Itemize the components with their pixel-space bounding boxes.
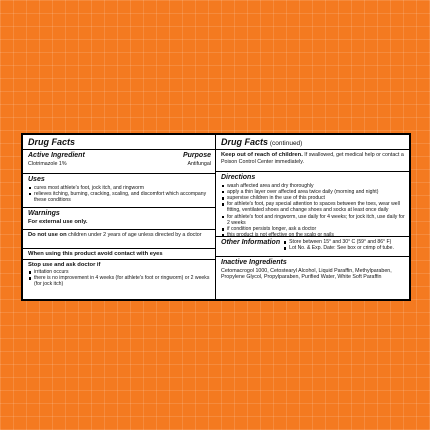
external-use-warning: For external use only. — [28, 218, 88, 225]
list-item: irritation occurs — [28, 269, 211, 275]
stop-use-list — [28, 269, 211, 288]
list-item: relieves itching, burning, cracking, scaling, and discomfort which accompany these conditions — [28, 191, 211, 203]
keep-out-text: If swallowed, get medical help or contact a Poison Control Center immediately. — [221, 152, 404, 165]
drug-facts-left-column — [23, 135, 216, 299]
list-item: there is no improvement in 4 weeks (for athlete's foot or ringworm) or 2 weeks (for jock itch) — [28, 275, 211, 287]
stop-use-heading: Stop use and ask doctor if — [28, 262, 101, 268]
other-information-list — [283, 239, 405, 254]
list-item: Lot No. & Exp. Date: See box or crimp of tube. — [283, 245, 405, 251]
do-not-use-text: children under 2 years of age unless directed by a doctor — [66, 232, 202, 238]
list-item: apply a thin layer over affected area twice daily (morning and night) — [221, 189, 405, 195]
list-item: if condition persists longer, ask a doctor — [221, 226, 405, 232]
continued-label: (continued) — [268, 140, 303, 147]
warnings-heading: Warnings — [28, 210, 60, 217]
drug-facts-panel — [21, 133, 411, 301]
list-item: this product is not effective on the scalp or nails — [221, 232, 405, 238]
inactive-ingredients-text: Cetomacrogol 1000, Cetostearyl Alcohol, Liquid Paraffin, Methylparaben, Propylene Glycol, Propylparaben, Purified Water, White Soft Paraffin — [221, 267, 392, 280]
do-not-use-label: Do not use on — [28, 232, 67, 238]
uses-list — [28, 185, 211, 204]
list-item: supervise children in the use of this product — [221, 195, 405, 201]
drug-facts-title: Drug Facts — [28, 137, 76, 147]
avoid-eyes-warning: When using this product avoid contact with eyes — [28, 251, 163, 257]
active-ingredient: Clotrimazole 1% — [28, 160, 67, 167]
directions-list — [221, 183, 405, 239]
drug-facts-right-column — [216, 135, 409, 299]
list-item: cures most athlete's foot, jock itch, and ringworm — [28, 185, 211, 191]
other-information-heading: Other Information — [221, 239, 281, 246]
drug-facts-title-continued: Drug Facts — [221, 137, 269, 147]
list-item: Store between 15° and 30° C (59° and 86° F) — [283, 239, 405, 245]
list-item: for athlete's foot, pay special attention to spaces between the toes, wear well fitting, ventilated shoes and change shoes and socks at least once daily — [221, 201, 405, 213]
inactive-ingredients-heading: Inactive Ingredients — [221, 259, 287, 266]
purpose-heading: Purpose — [182, 152, 211, 159]
directions-heading: Directions — [221, 174, 256, 181]
purpose-value: Antifungal — [187, 160, 211, 167]
keep-out-label: Keep out of reach of children. — [221, 152, 303, 158]
list-item: wash affected area and dry thoroughly — [221, 183, 405, 189]
active-ingredient-heading: Active Ingredient — [28, 152, 85, 159]
list-item: for athlete's foot and ringworm, use daily for 4 weeks; for jock itch, use daily for 2 weeks — [221, 214, 405, 226]
uses-heading: Uses — [28, 176, 45, 183]
